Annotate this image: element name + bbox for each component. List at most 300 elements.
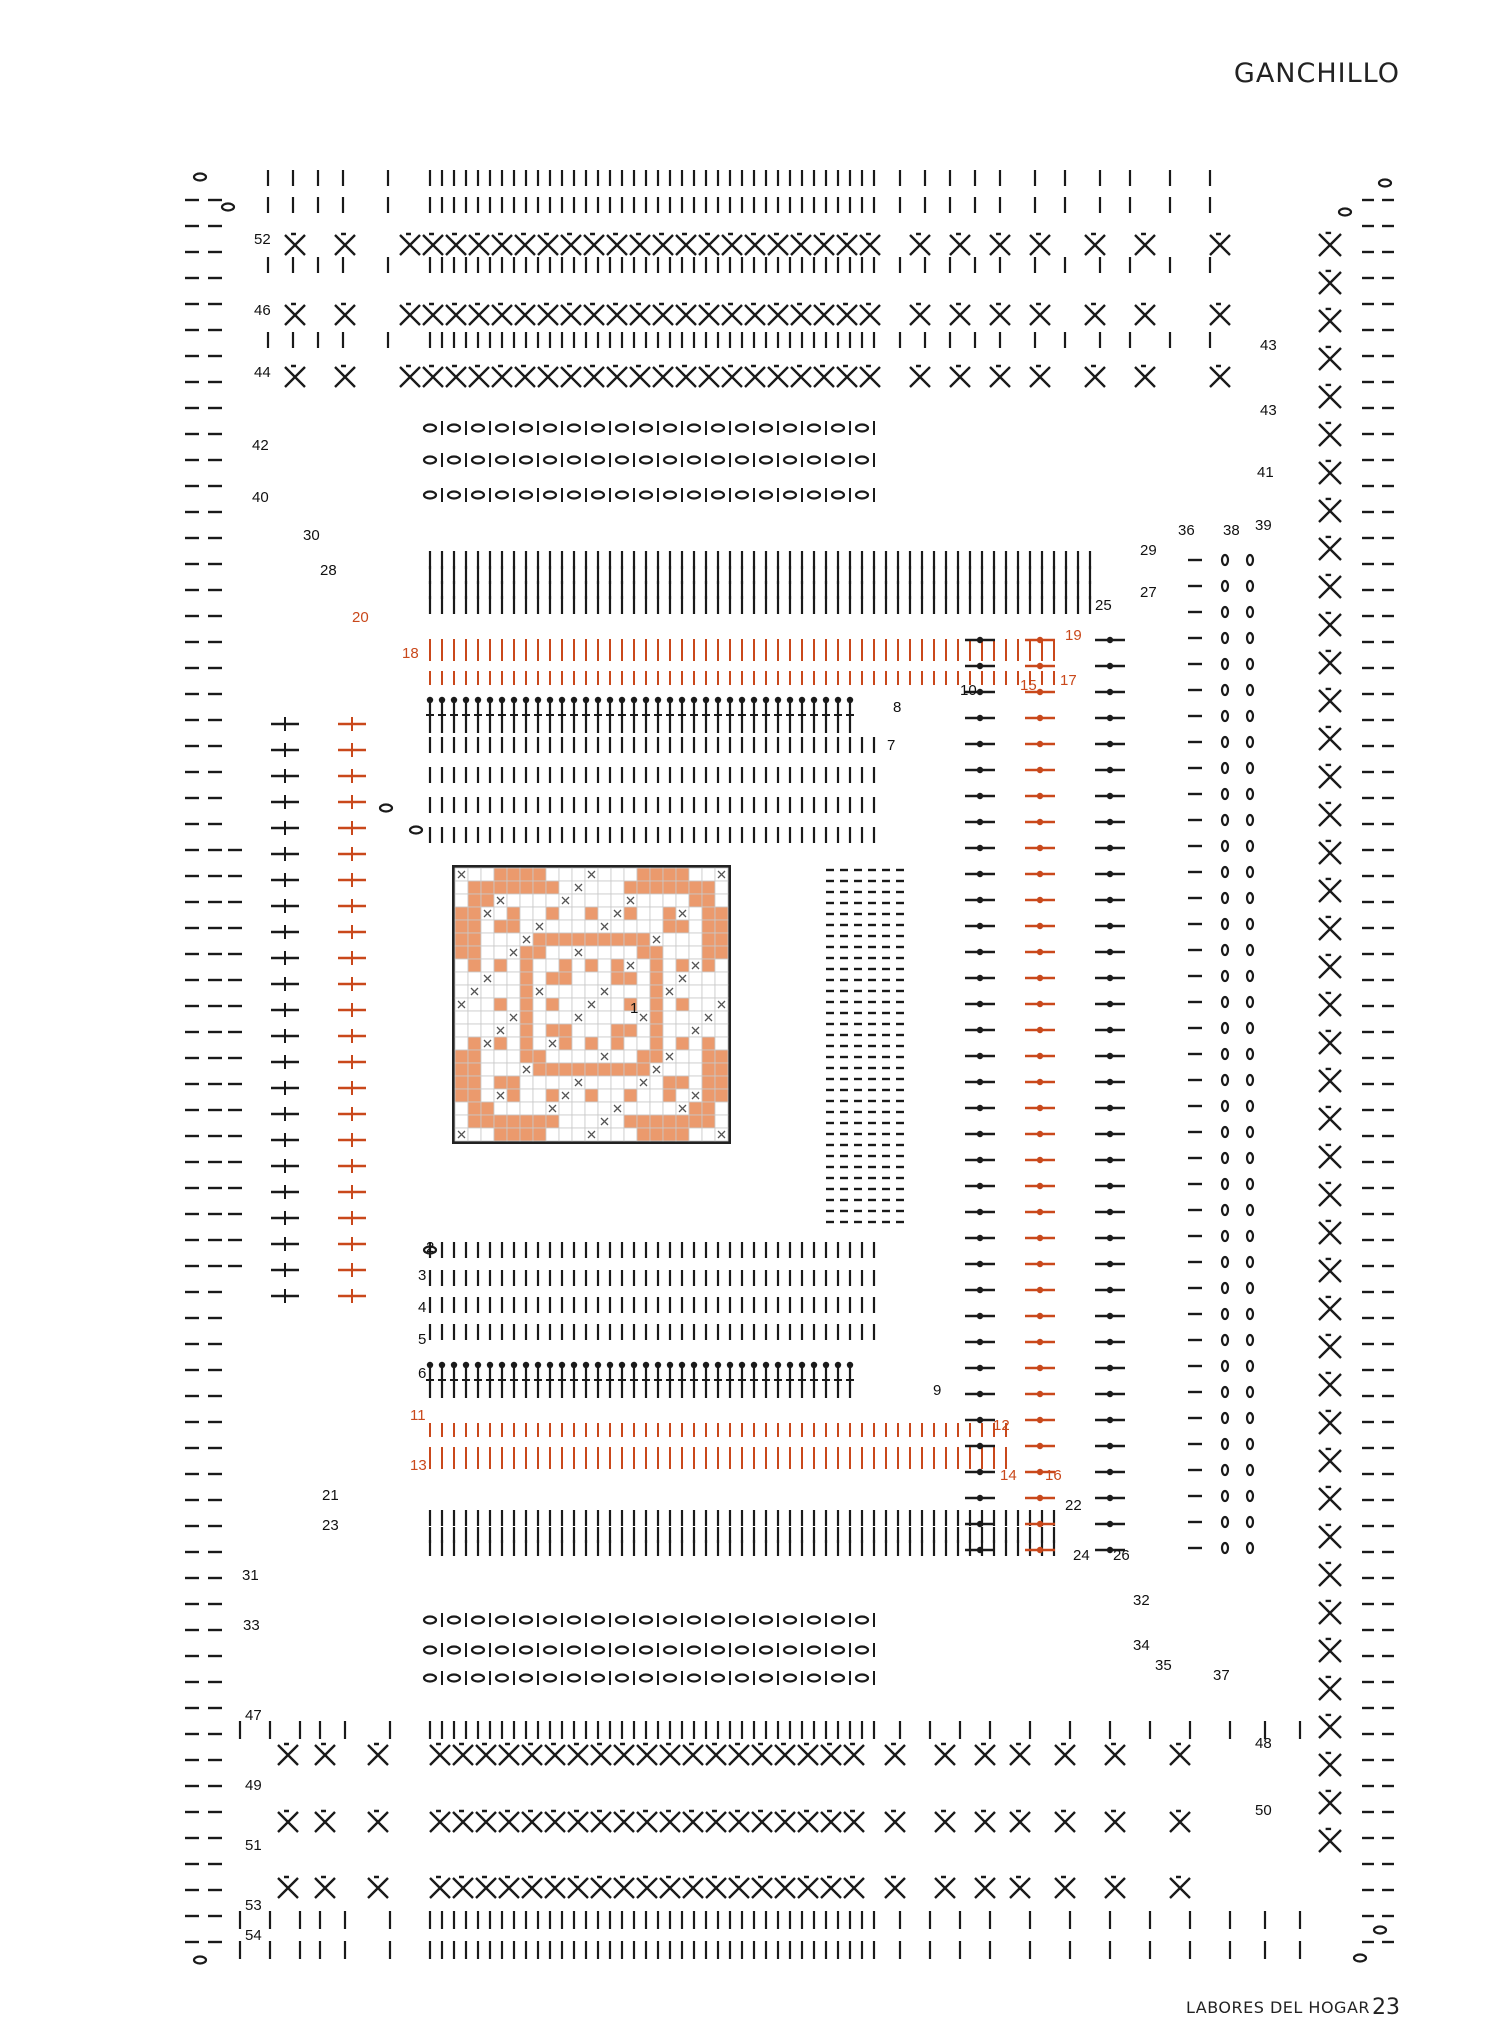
stitch-cross bbox=[706, 1811, 726, 1832]
motif-cell bbox=[624, 1115, 637, 1128]
motif-cell bbox=[507, 1076, 520, 1089]
stitch-cross bbox=[1010, 1877, 1030, 1898]
round-number-53: 53 bbox=[245, 1897, 262, 1914]
stitch-dot bbox=[1107, 1261, 1113, 1267]
stitch-cross bbox=[607, 234, 627, 255]
motif-cell bbox=[585, 972, 598, 985]
motif-cell bbox=[598, 907, 611, 920]
motif-cell bbox=[585, 959, 598, 972]
motif-cell bbox=[533, 933, 546, 946]
stitch-cross bbox=[1055, 1744, 1075, 1765]
stitch-oval bbox=[424, 1675, 436, 1682]
stitch-cross bbox=[752, 1811, 772, 1832]
stitch-cross bbox=[683, 1744, 703, 1765]
stitch-oval bbox=[808, 492, 820, 499]
round-number-38: 38 bbox=[1223, 522, 1240, 539]
stitch-cross bbox=[885, 1744, 905, 1765]
stitch-oval bbox=[1222, 841, 1228, 851]
stitch-dot bbox=[977, 949, 983, 955]
stitch-cross bbox=[561, 366, 581, 387]
stitch-cross bbox=[584, 304, 604, 325]
round-number-30: 30 bbox=[303, 527, 320, 544]
stitch-cross bbox=[453, 1744, 473, 1765]
stitch-dot bbox=[547, 697, 553, 703]
stitch-cross bbox=[798, 1877, 818, 1898]
motif-cell bbox=[611, 868, 624, 881]
motif-cell bbox=[520, 972, 533, 985]
stitch-oval bbox=[736, 457, 748, 464]
stitch-cross bbox=[1319, 651, 1341, 674]
stitch-oval bbox=[784, 425, 796, 432]
stitch-oval bbox=[1354, 1955, 1366, 1962]
stitch-cross bbox=[1055, 1811, 1075, 1832]
stitch-dot bbox=[1037, 1261, 1043, 1267]
motif-cell bbox=[624, 1128, 637, 1141]
motif-cell bbox=[533, 1128, 546, 1141]
motif-cell bbox=[507, 1102, 520, 1115]
motif-cell bbox=[650, 1024, 663, 1037]
motif-cell bbox=[663, 959, 676, 972]
stitch-cross bbox=[522, 1811, 542, 1832]
stitch-oval bbox=[1247, 607, 1253, 617]
stitch-dot bbox=[1037, 1053, 1043, 1059]
motif-cell bbox=[715, 959, 728, 972]
stitch-cross bbox=[660, 1811, 680, 1832]
stitch-oval bbox=[520, 1675, 532, 1682]
stitch-dot bbox=[775, 697, 781, 703]
stitch-cross bbox=[1319, 917, 1341, 940]
motif-cell bbox=[702, 946, 715, 959]
motif-cell bbox=[650, 998, 663, 1011]
motif-cell bbox=[624, 1050, 637, 1063]
stitch-oval bbox=[1222, 1205, 1228, 1215]
motif-cell bbox=[494, 933, 507, 946]
motif-cell bbox=[585, 907, 598, 920]
stitch-oval bbox=[760, 1647, 772, 1654]
stitch-dot bbox=[607, 1362, 613, 1368]
stitch-cross bbox=[499, 1811, 519, 1832]
stitch-oval bbox=[1247, 1257, 1253, 1267]
stitch-dot bbox=[1037, 1339, 1043, 1345]
stitch-dot bbox=[523, 697, 529, 703]
round-number-51: 51 bbox=[245, 1837, 262, 1854]
motif-cell bbox=[676, 881, 689, 894]
stitch-dot bbox=[1037, 871, 1043, 877]
stitch-oval bbox=[1247, 1023, 1253, 1033]
stitch-cross bbox=[1210, 304, 1230, 325]
stitch-dot bbox=[799, 1362, 805, 1368]
stitch-oval bbox=[1222, 1413, 1228, 1423]
stitch-dot bbox=[977, 923, 983, 929]
motif-cell bbox=[520, 868, 533, 881]
motif-cell bbox=[637, 1128, 650, 1141]
motif-cell bbox=[520, 1037, 533, 1050]
stitch-oval bbox=[544, 457, 556, 464]
motif-cell bbox=[611, 1128, 624, 1141]
motif-cell bbox=[468, 946, 481, 959]
stitch-dot bbox=[487, 1362, 493, 1368]
motif-cell bbox=[455, 1102, 468, 1115]
motif-cell bbox=[624, 881, 637, 894]
stitch-cross bbox=[1055, 1877, 1075, 1898]
round-number-7: 7 bbox=[887, 737, 896, 754]
motif-cell bbox=[650, 1115, 663, 1128]
stitch-oval bbox=[1247, 659, 1253, 669]
motif-cell bbox=[611, 946, 624, 959]
motif-cell bbox=[533, 959, 546, 972]
stitch-cross bbox=[630, 234, 650, 255]
motif-cell bbox=[455, 894, 468, 907]
round-number-28: 28 bbox=[320, 562, 337, 579]
stitch-oval bbox=[736, 425, 748, 432]
stitch-cross bbox=[1319, 575, 1341, 598]
motif-cell bbox=[520, 959, 533, 972]
stitch-dot bbox=[1037, 1313, 1043, 1319]
stitch-oval bbox=[760, 1675, 772, 1682]
motif-cell bbox=[572, 1050, 585, 1063]
stitch-cross bbox=[814, 366, 834, 387]
stitch-cross bbox=[1319, 765, 1341, 788]
stitch-oval bbox=[664, 1617, 676, 1624]
motif-cell bbox=[468, 1076, 481, 1089]
motif-cell bbox=[572, 959, 585, 972]
stitch-cross bbox=[430, 1811, 450, 1832]
stitch-cross bbox=[538, 304, 558, 325]
stitch-dot bbox=[1037, 1547, 1043, 1553]
stitch-oval bbox=[520, 1647, 532, 1654]
motif-cell bbox=[650, 1050, 663, 1063]
motif-cell bbox=[702, 959, 715, 972]
stitch-cross bbox=[476, 1877, 496, 1898]
motif-cell bbox=[598, 1024, 611, 1037]
motif-cell bbox=[468, 881, 481, 894]
motif-cell bbox=[507, 985, 520, 998]
stitch-oval bbox=[424, 1647, 436, 1654]
stitch-dot bbox=[1107, 1521, 1113, 1527]
motif-cell bbox=[702, 998, 715, 1011]
round-number-49: 49 bbox=[245, 1777, 262, 1794]
motif-cell bbox=[663, 907, 676, 920]
stitch-cross bbox=[499, 1744, 519, 1765]
stitch-cross bbox=[676, 234, 696, 255]
stitch-oval bbox=[784, 457, 796, 464]
motif-cell bbox=[663, 1063, 676, 1076]
stitch-oval bbox=[832, 425, 844, 432]
stitch-oval bbox=[616, 1647, 628, 1654]
round-number-42: 42 bbox=[252, 437, 269, 454]
round-number-33: 33 bbox=[243, 1617, 260, 1634]
stitch-cross bbox=[469, 366, 489, 387]
stitch-dot bbox=[977, 845, 983, 851]
stitch-cross bbox=[910, 304, 930, 325]
stitch-oval bbox=[448, 492, 460, 499]
stitch-oval bbox=[380, 805, 392, 812]
stitch-oval bbox=[1222, 919, 1228, 929]
stitch-oval bbox=[712, 1617, 724, 1624]
motif-cell bbox=[624, 1063, 637, 1076]
motif-cell bbox=[598, 1011, 611, 1024]
stitch-cross bbox=[538, 366, 558, 387]
stitch-cross bbox=[584, 366, 604, 387]
stitch-oval bbox=[472, 1675, 484, 1682]
stitch-cross bbox=[453, 1811, 473, 1832]
stitch-dot bbox=[1107, 1287, 1113, 1293]
motif-cell bbox=[624, 933, 637, 946]
motif-cell bbox=[715, 1024, 728, 1037]
stitch-cross bbox=[935, 1811, 955, 1832]
stitch-oval bbox=[1247, 1283, 1253, 1293]
stitch-dot bbox=[1037, 1365, 1043, 1371]
motif-cell bbox=[468, 907, 481, 920]
motif-cell bbox=[533, 907, 546, 920]
stitch-cross bbox=[1319, 347, 1341, 370]
stitch-cross bbox=[1135, 366, 1155, 387]
stitch-dot bbox=[583, 697, 589, 703]
stitch-cross bbox=[1030, 366, 1050, 387]
stitch-cross bbox=[522, 1744, 542, 1765]
stitch-oval bbox=[1247, 815, 1253, 825]
stitch-dot bbox=[715, 1362, 721, 1368]
stitch-cross bbox=[1105, 1811, 1125, 1832]
motif-cell bbox=[520, 881, 533, 894]
stitch-dot bbox=[977, 1027, 983, 1033]
stitch-cross bbox=[545, 1744, 565, 1765]
stitch-dot bbox=[703, 1362, 709, 1368]
stitch-cross bbox=[469, 234, 489, 255]
motif-cell bbox=[637, 881, 650, 894]
stitch-oval bbox=[616, 1617, 628, 1624]
stitch-cross bbox=[798, 1811, 818, 1832]
round-number-12: 12 bbox=[993, 1417, 1010, 1434]
motif-cell bbox=[702, 1024, 715, 1037]
stitch-oval bbox=[496, 1647, 508, 1654]
stitch-dot bbox=[823, 1362, 829, 1368]
motif-cell bbox=[676, 894, 689, 907]
stitch-cross bbox=[660, 1877, 680, 1898]
stitch-dot bbox=[1107, 949, 1113, 955]
motif-cell bbox=[481, 946, 494, 959]
motif-cell bbox=[520, 1076, 533, 1089]
motif-cell bbox=[624, 1089, 637, 1102]
motif-cell bbox=[572, 1115, 585, 1128]
motif-cell bbox=[494, 1063, 507, 1076]
motif-cell bbox=[689, 1063, 702, 1076]
motif-cell bbox=[611, 1037, 624, 1050]
motif-cell bbox=[494, 1128, 507, 1141]
stitch-oval bbox=[1222, 1101, 1228, 1111]
round-number-5: 5 bbox=[418, 1331, 427, 1348]
motif-cell bbox=[702, 1089, 715, 1102]
stitch-oval bbox=[1222, 1283, 1228, 1293]
stitch-oval bbox=[1339, 209, 1351, 216]
motif-cell bbox=[637, 1024, 650, 1037]
motif-cell bbox=[598, 998, 611, 1011]
round-number-22: 22 bbox=[1065, 1497, 1082, 1514]
stitch-oval bbox=[1247, 1335, 1253, 1345]
stitch-cross bbox=[1030, 304, 1050, 325]
motif-cell bbox=[468, 998, 481, 1011]
motif-cell bbox=[650, 868, 663, 881]
motif-cell bbox=[455, 1063, 468, 1076]
motif-cell bbox=[468, 920, 481, 933]
round-number-39: 39 bbox=[1255, 517, 1272, 534]
motif-cell bbox=[676, 1115, 689, 1128]
stitch-dot bbox=[751, 1362, 757, 1368]
stitch-cross bbox=[699, 234, 719, 255]
stitch-oval bbox=[568, 1647, 580, 1654]
stitch-dot bbox=[1037, 1079, 1043, 1085]
motif-cell bbox=[520, 1011, 533, 1024]
motif-cell bbox=[598, 1076, 611, 1089]
motif-cell bbox=[481, 920, 494, 933]
motif-cell bbox=[494, 881, 507, 894]
stitch-oval bbox=[832, 1617, 844, 1624]
stitch-cross bbox=[837, 234, 857, 255]
motif-cell bbox=[585, 920, 598, 933]
motif-cell bbox=[546, 1089, 559, 1102]
round-number-52: 52 bbox=[254, 231, 271, 248]
stitch-oval bbox=[520, 425, 532, 432]
motif-cell bbox=[455, 985, 468, 998]
stitch-dot bbox=[655, 697, 661, 703]
motif-cell bbox=[507, 1115, 520, 1128]
motif-cell bbox=[689, 1115, 702, 1128]
stitch-dot bbox=[463, 1362, 469, 1368]
motif-cell bbox=[455, 1037, 468, 1050]
motif-cell bbox=[663, 1037, 676, 1050]
motif-cell bbox=[559, 881, 572, 894]
motif-cell bbox=[520, 998, 533, 1011]
motif-cell bbox=[481, 1050, 494, 1063]
motif-cell bbox=[637, 1037, 650, 1050]
stitch-dot bbox=[1107, 1027, 1113, 1033]
stitch-oval bbox=[1247, 1517, 1253, 1527]
stitch-cross bbox=[1170, 1811, 1190, 1832]
stitch-oval bbox=[1222, 1439, 1228, 1449]
stitch-dot bbox=[977, 1287, 983, 1293]
stitch-oval bbox=[1222, 1361, 1228, 1371]
motif-cell bbox=[507, 894, 520, 907]
motif-cell bbox=[572, 972, 585, 985]
stitch-dot bbox=[1037, 845, 1043, 851]
stitch-oval bbox=[664, 492, 676, 499]
stitch-dot bbox=[977, 1053, 983, 1059]
stitch-cross bbox=[545, 1877, 565, 1898]
stitch-oval bbox=[760, 425, 772, 432]
motif-cell bbox=[494, 959, 507, 972]
stitch-dot bbox=[523, 1362, 529, 1368]
motif-cell bbox=[559, 1050, 572, 1063]
stitch-cross bbox=[400, 366, 420, 387]
stitch-dot bbox=[835, 697, 841, 703]
stitch-dot bbox=[439, 697, 445, 703]
motif-cell bbox=[585, 985, 598, 998]
stitch-cross bbox=[1135, 234, 1155, 255]
stitch-cross bbox=[278, 1744, 298, 1765]
motif-cell bbox=[624, 972, 637, 985]
motif-cell bbox=[611, 998, 624, 1011]
stitch-cross bbox=[469, 304, 489, 325]
motif-cell bbox=[702, 985, 715, 998]
motif-cell bbox=[689, 894, 702, 907]
round-number-29: 29 bbox=[1140, 542, 1157, 559]
stitch-dot bbox=[1107, 871, 1113, 877]
motif-cell bbox=[624, 1102, 637, 1115]
stitch-cross bbox=[492, 366, 512, 387]
stitch-oval bbox=[1222, 1335, 1228, 1345]
stitch-oval bbox=[688, 457, 700, 464]
motif-cell bbox=[689, 946, 702, 959]
stitch-cross bbox=[745, 234, 765, 255]
motif-cell bbox=[494, 985, 507, 998]
motif-cell bbox=[494, 868, 507, 881]
stitch-cross bbox=[400, 234, 420, 255]
motif-cell bbox=[611, 1115, 624, 1128]
stitch-cross bbox=[1319, 1335, 1341, 1358]
stitch-oval bbox=[832, 1647, 844, 1654]
motif-cell bbox=[663, 1115, 676, 1128]
round-number-48: 48 bbox=[1255, 1735, 1272, 1752]
motif-cell bbox=[637, 946, 650, 959]
stitch-cross bbox=[446, 234, 466, 255]
motif-cell bbox=[572, 1063, 585, 1076]
stitch-dot bbox=[1037, 637, 1043, 643]
stitch-cross bbox=[699, 366, 719, 387]
stitch-oval bbox=[664, 425, 676, 432]
motif-cell bbox=[624, 920, 637, 933]
stitch-oval bbox=[1222, 1075, 1228, 1085]
stitch-cross bbox=[1210, 366, 1230, 387]
motif-cell bbox=[455, 881, 468, 894]
stitch-oval bbox=[472, 457, 484, 464]
stitch-cross bbox=[1319, 1829, 1341, 1852]
round-number-18: 18 bbox=[402, 645, 419, 662]
round-number-27: 27 bbox=[1140, 584, 1157, 601]
motif-cell bbox=[481, 868, 494, 881]
motif-cell bbox=[559, 933, 572, 946]
stitch-cross bbox=[607, 304, 627, 325]
stitch-cross bbox=[315, 1744, 335, 1765]
motif-cell bbox=[689, 1102, 702, 1115]
stitch-oval bbox=[424, 1617, 436, 1624]
stitch-cross bbox=[1319, 1183, 1341, 1206]
stitch-oval bbox=[1222, 711, 1228, 721]
stitch-dot bbox=[427, 1362, 433, 1368]
motif-cell bbox=[689, 1037, 702, 1050]
stitch-oval bbox=[856, 1647, 868, 1654]
motif-cell bbox=[494, 920, 507, 933]
stitch-dot bbox=[977, 1469, 983, 1475]
stitch-cross bbox=[584, 234, 604, 255]
motif-cell bbox=[559, 972, 572, 985]
stitch-dot bbox=[1107, 741, 1113, 747]
motif-cell bbox=[455, 1115, 468, 1128]
stitch-dot bbox=[547, 1362, 553, 1368]
motif-cell bbox=[715, 907, 728, 920]
stitch-cross bbox=[515, 304, 535, 325]
stitch-dot bbox=[977, 1157, 983, 1163]
stitch-dot bbox=[1037, 1183, 1043, 1189]
stitch-dot bbox=[1107, 767, 1113, 773]
motif-cell bbox=[559, 1128, 572, 1141]
stitch-cross bbox=[1319, 233, 1341, 256]
stitch-cross bbox=[315, 1811, 335, 1832]
motif-cell bbox=[481, 1128, 494, 1141]
motif-cell bbox=[572, 1128, 585, 1141]
round-number-labels bbox=[242, 231, 1277, 1944]
motif-cell bbox=[481, 998, 494, 1011]
stitch-oval bbox=[640, 1647, 652, 1654]
